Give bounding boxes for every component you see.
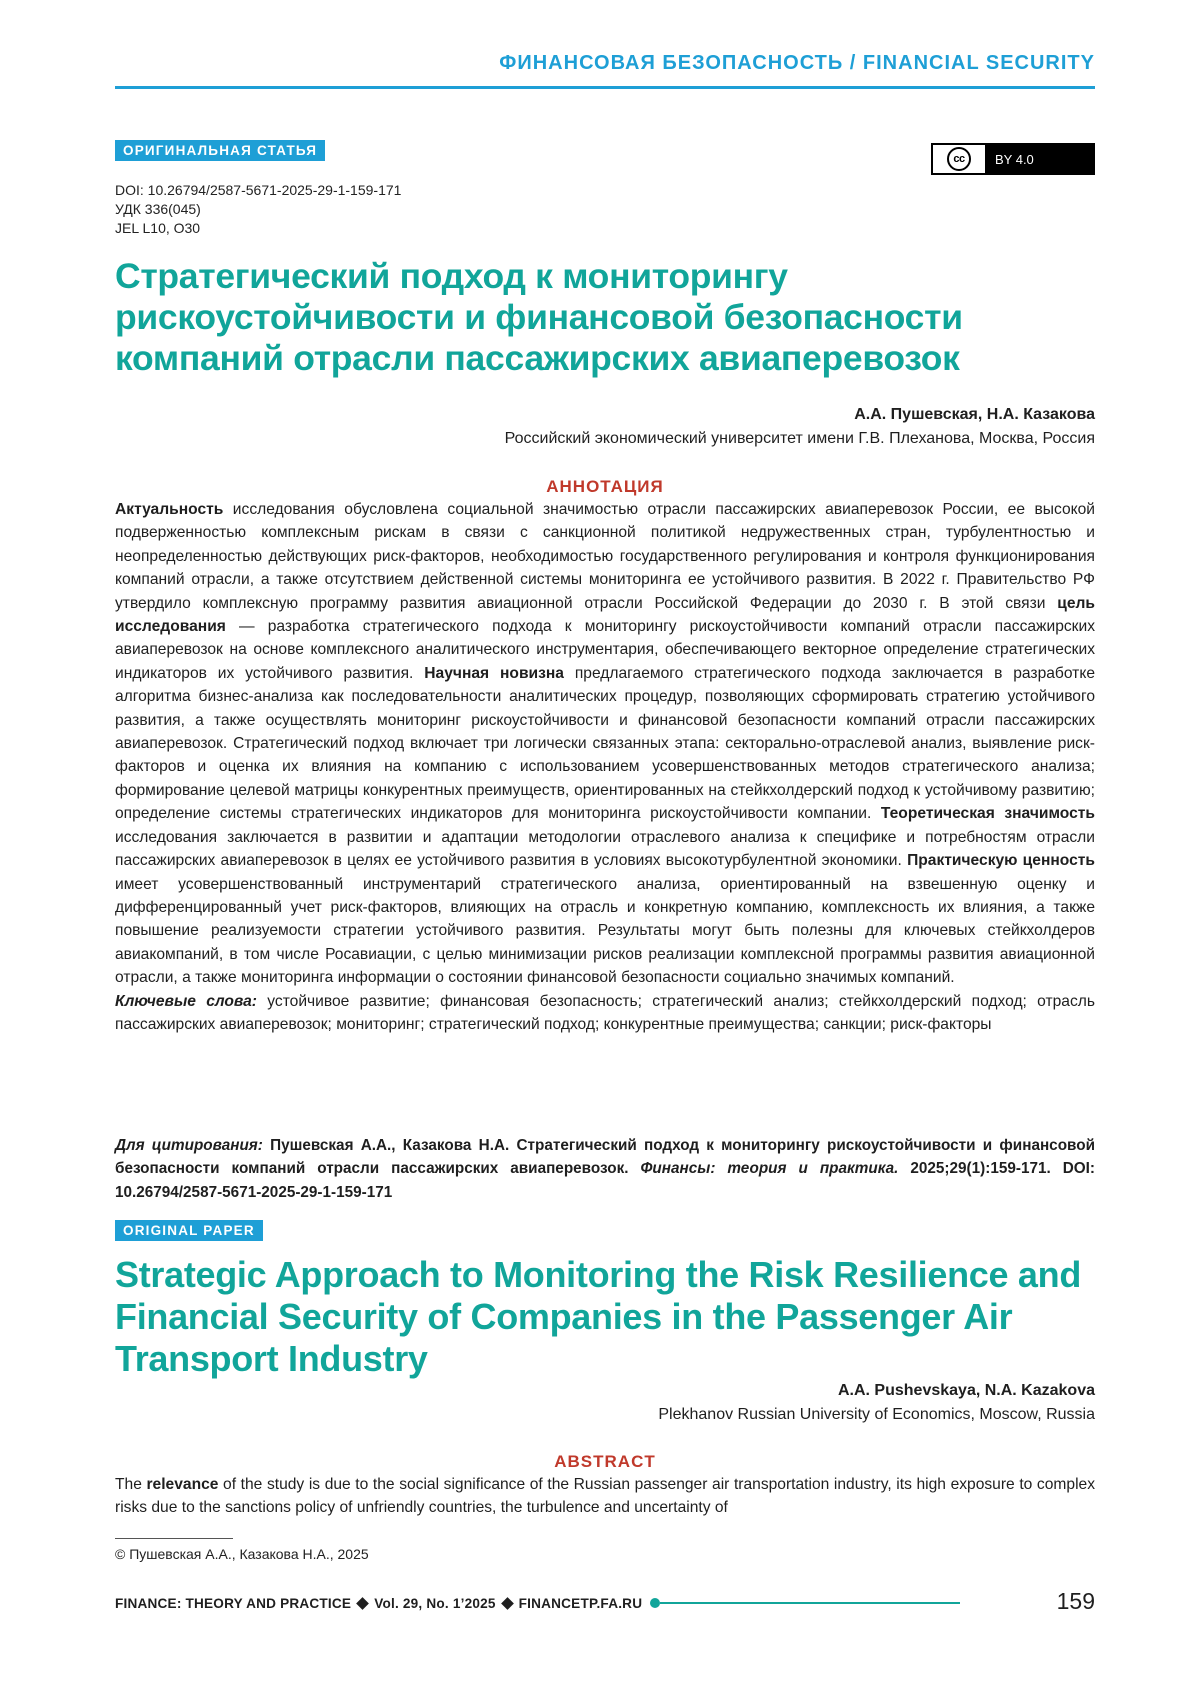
cc-icon: cc (947, 147, 971, 171)
article-meta (115, 181, 401, 238)
keywords-text: устойчивое развитие; финансовая безопасность; стратегический анализ; стейкхолдерский подход; отрасль пассажирских авиаперевозок; мониторинг; стратегический подход; конкурентные преимущества; санкции; риск-факторы (115, 992, 1095, 1033)
article-type-badge-ru: ОРИГИНАЛЬНАЯ СТАТЬЯ (115, 140, 325, 161)
footer-journal: FINANCE: THEORY AND PRACTICE (115, 1595, 352, 1611)
jel-codes: JEL L10, O30 (115, 220, 201, 236)
dot-icon (650, 1598, 660, 1608)
page-number: 159 (1056, 1588, 1095, 1614)
doi: DOI: 10.26794/2587-5671-2025-29-1-159-171 (115, 182, 402, 198)
annotation-heading: АННОТАЦИЯ (546, 477, 664, 496)
footer-site-link[interactable]: FINANCETP.FA.RU (518, 1595, 643, 1611)
section-divider (115, 86, 1095, 89)
keywords-label: Ключевые слова: (115, 992, 258, 1010)
title-ru: Стратегический подход к мониторингу рискоустойчивости и финансовой безопасности компаний отрасли пассажирских авиаперевозок (115, 256, 963, 378)
affiliation-en: Plekhanov Russian University of Economics, Moscow, Russia (658, 1406, 1095, 1423)
abstract-heading: ABSTRACT (554, 1452, 656, 1471)
page-footer (115, 1591, 1095, 1615)
article-type-badge-en: ORIGINAL PAPER (115, 1220, 263, 1241)
authors-ru: А.А. Пушевская, Н.А. Казакова (854, 406, 1095, 423)
footer-line (660, 1602, 960, 1604)
annotation-ru: Актуальность исследования обусловлена социальной значимостью отрасли пассажирских авиаперевозок России, ее высокой подверженностью комплексным рискам в связи с санкционной политикой недружественных стран, турбулентностью и неопределенностью действующих риск-факторов, необходимостью государственного регулирования и контроля функционирования компаний отрасли, а также отсутствием действенной системы мониторинга ее устойчивого развития. В 2022 г. Правительство РФ утвердило комплексную программу развития авиационной отрасли Российской Федерации до 2030 г. В этой связи цель исследования — разработка стратегического подхода к мониторингу рискоустойчивости компаний отрасли пассажирских авиаперевозок на основе комплексного аналитического инструментария, обеспечивающего векторное определение стратегических индикаторов их устойчивого развития. Научная новизна предлагаемого стратегического подхода заключается в разработке алгоритма бизнес-анализа как последовательности аналитических процедур, позволяющих сформировать стратегию устойчивого развития, а также осуществлять мониторинг рискоустойчивости и финансовой безопасности компаний отрасли пассажирских авиаперевозок. Стратегический подход включает три логически связанных этапа: секторально-отраслевой анализ, выявление риск-факторов и оценка их влияния на компанию с использованием усовершенствованных методов стратегического анализа; формирование целевой матрицы конкурентных преимуществ, ориентированных на стейкхолдерский подход к устойчивому развитию; определение системы стратегических индикаторов для мониторинга рискоустойчивости компании. Теоретическая значимость исследования заключается в развитии и адаптации методологии отраслевого анализа к специфике и потребностям отрасли пассажирских авиаперевозок в целях ее устойчивого развития в условиях высокотурбулентной экономики. Практическую ценность имеет усовершенствованный инструментарий стратегического анализа, ориентированный на взвешенную оценку и дифференцированный учет риск-факторов, влияющих на отрасль и конкретную компанию, комплексность их влияния, а также повышение реализуемости стратегии устойчивого развития. Результаты могут быть полезны для ключевых стейкхолдеров авиакомпаний, в том числе Росавиации, с целью минимизации рисков реализации комплексной программы развития авиационной отрасли, а также мониторинга информации о состоянии финансовой безопасности социально значимых компаний. Ключевые слова: устойчивое развитие; финансовая безопасность; стратегический анализ; стейкхолдерский подход; отрасль пассажирских авиаперевозок; мониторинг; стратегический подход; конкурентные преимущества; санкции; риск-факторы (115, 501, 1096, 1033)
citation: Для цитирования: Пушевская А.А., Казакова Н.А. Стратегический подход к мониторингу рискоустойчивости и финансовой безопасности компаний отрасли пассажирских авиаперевозок. Финансы: теория и практика. 2025;29(1):159-171. DOI: 10.26794/2587-5671-2025-29-1-159-171 (115, 1137, 1095, 1201)
page (115, 0, 1095, 1697)
cc-license-badge[interactable] (931, 143, 1095, 175)
abstract-en: The relevance of the study is due to the social significance of the Russian passenger air transportation industry, its high exposure to complex risks due to the sanctions policy of unfriendly countries, the turbulence and uncertainty of (115, 1476, 1095, 1517)
title-en: Strategic Approach to Monitoring the Risk Resilience and Financial Security of Companies in the Passenger Air Transport Industry (115, 1254, 1082, 1379)
affiliation-ru: Российский экономический университет имени Г.В. Плеханова, Москва, Россия (504, 430, 1095, 447)
footer-volume: Vol. 29, No. 1’2025 (374, 1595, 496, 1611)
license-text: BY 4.0 (995, 151, 1034, 167)
footnote-divider (115, 1538, 233, 1539)
udk: УДК 336(045) (115, 201, 201, 217)
section-header: ФИНАНСОВАЯ БЕЗОПАСНОСТЬ / FINANCIAL SECURITY (499, 52, 1095, 74)
diamond-icon (356, 1597, 369, 1610)
authors-en: A.A. Pushevskaya, N.A. Kazakova (837, 1382, 1095, 1399)
diamond-icon (501, 1597, 514, 1610)
copyright: © Пушевская А.А., Казакова Н.А., 2025 (115, 1546, 369, 1562)
